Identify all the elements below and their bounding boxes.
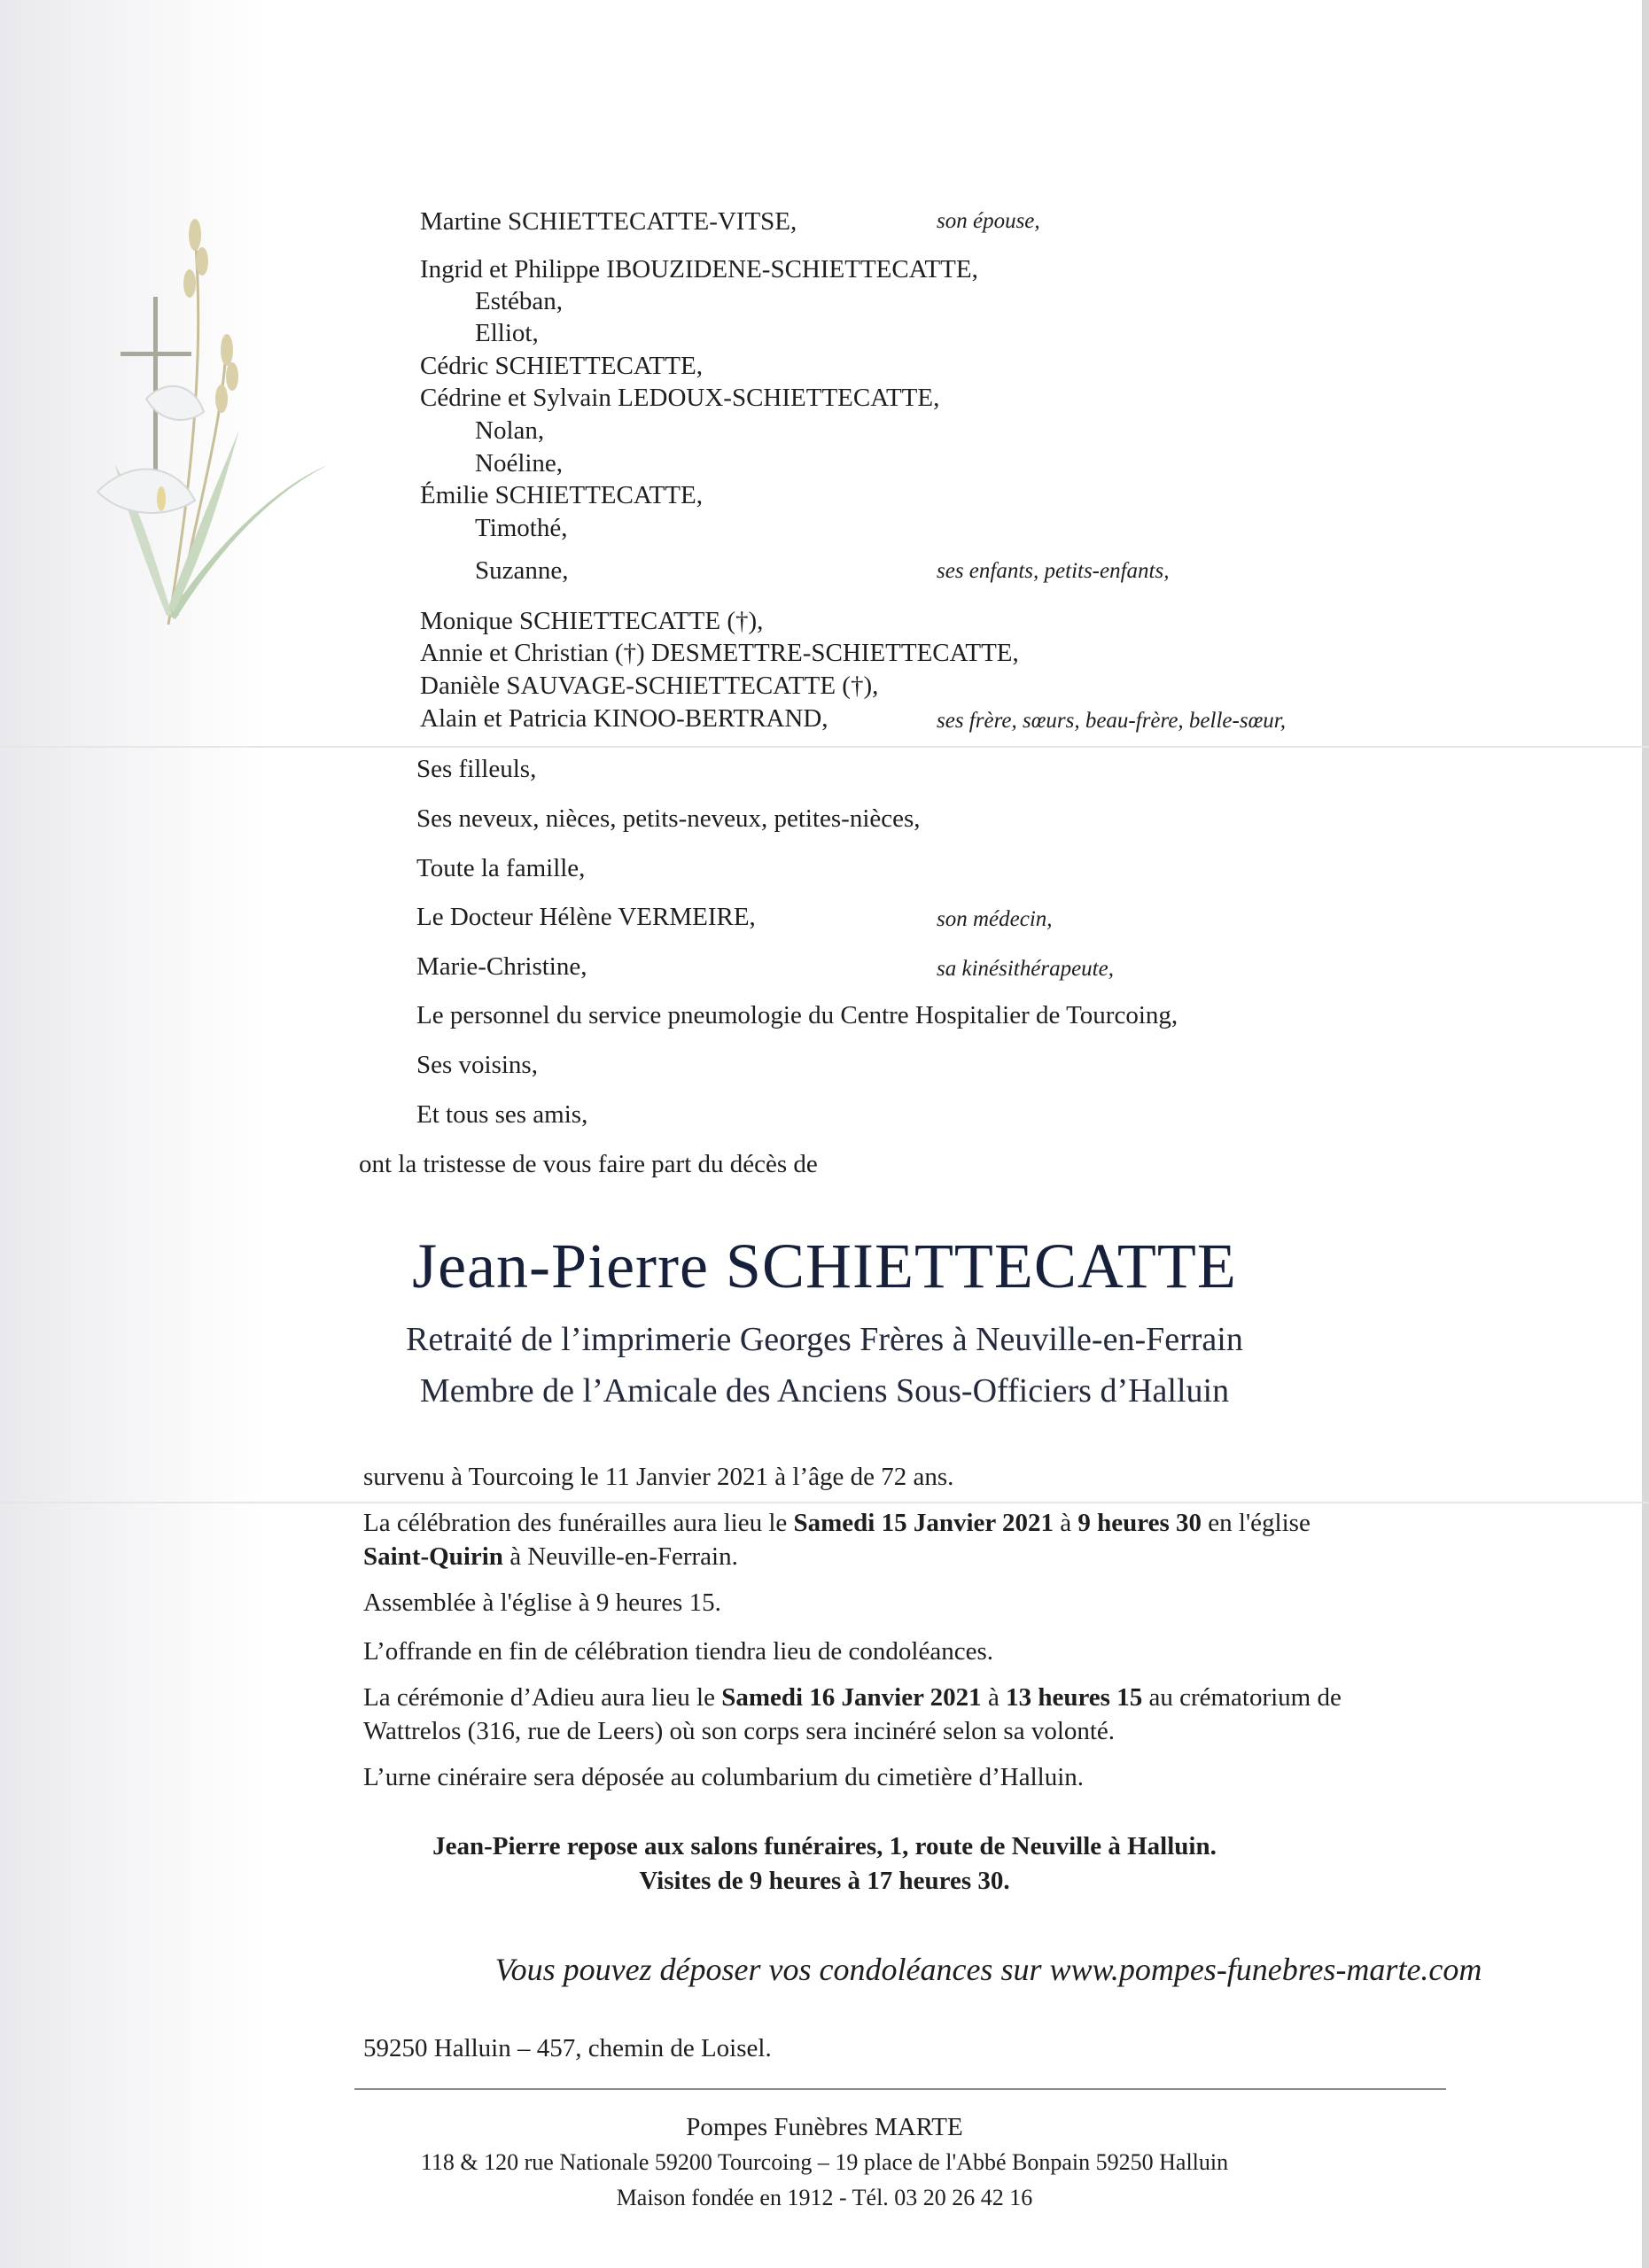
family-line: Le Docteur Hélène VERMEIRE,: [416, 903, 756, 931]
ceremony-text: à: [1054, 1509, 1078, 1537]
ceremony-paragraph: [363, 1506, 1462, 1573]
farewell-paragraph: [363, 1681, 1462, 1748]
farewell-text: à: [981, 1683, 1007, 1712]
visits-line: Visites de 9 heures à 17 heures 30.: [639, 1867, 1010, 1895]
company-name: Pompes Funèbres MARTE: [686, 2113, 963, 2141]
farewell-text: Wattrelos (316, rue de Leers) où son corps sera incinéré selon sa volonté.: [363, 1717, 1116, 1745]
family-role: ses frère, sœurs, beau-frère, belle-sœur,: [937, 709, 1286, 733]
deceased-subtitle: Retraité de l’imprimerie Georges Frères à Neuville-en-Ferrain: [406, 1321, 1243, 1358]
deceased-subtitle: Membre de l’Amicale des Anciens Sous-Officiers d’Halluin: [419, 1372, 1230, 1410]
divider: [354, 2088, 1446, 2090]
family-line: Cédrine et Sylvain LEDOUX-SCHIETTECATTE,: [420, 384, 940, 412]
family-line: Marie-Christine,: [416, 952, 587, 981]
family-role: ses enfants, petits-enfants,: [937, 559, 1170, 583]
family-line: Ses voisins,: [416, 1051, 538, 1079]
family-line: Le personnel du service pneumologie du Centre Hospitalier de Tourcoing,: [416, 1001, 1178, 1029]
family-line: Annie et Christian (†) DESMETTRE-SCHIETTECATTE,: [420, 639, 1019, 667]
fold-line: [0, 1502, 1649, 1503]
family-role: son épouse,: [937, 209, 1040, 233]
ceremony-text: La célébration des funérailles aura lieu le: [363, 1509, 794, 1537]
family-line: Elliot,: [475, 319, 539, 347]
farewell-date: Samedi 16 Janvier 2021: [721, 1683, 982, 1712]
death-line: survenu à Tourcoing le 11 Janvier 2021 à l’âge de 72 ans.: [363, 1463, 954, 1491]
family-line: Noéline,: [475, 449, 564, 478]
family-role: son médecin,: [937, 907, 1053, 931]
condolences-note: [0, 1951, 1649, 1988]
family-line: Monique SCHIETTECATTE (†),: [420, 607, 764, 635]
urn-line: L’urne cinéraire sera déposée au columbarium du cimetière d’Halluin.: [363, 1763, 1085, 1791]
offering-line: L’offrande en fin de célébration tiendra lieu de condoléances.: [363, 1637, 993, 1666]
family-line: Ingrid et Philippe IBOUZIDENE-SCHIETTECATTE,: [420, 255, 978, 284]
family-line: Ses neveux, nièces, petits-neveux, petites-nièces,: [416, 804, 921, 833]
family-line: Timothé,: [475, 514, 568, 542]
family-line: Suzanne,: [475, 556, 569, 585]
family-line: Et tous ses amis,: [416, 1100, 588, 1129]
address-line: 59250 Halluin – 457, chemin de Loisel.: [363, 2034, 772, 2062]
condolences-text: Vous pouvez déposer vos condoléances sur www.pompes-funebres-marte.com: [494, 1952, 1482, 1987]
family-line: Estéban,: [475, 287, 564, 315]
ceremony-text: en l'église: [1202, 1509, 1311, 1537]
fold-line: [0, 746, 1649, 748]
intro-text: ont la tristesse de vous faire part du décès de: [359, 1150, 818, 1178]
company-founded: Maison fondée en 1912 - Tél. 03 20 26 42 16: [616, 2185, 1033, 2210]
cross-and-lily-illustration: [62, 199, 337, 642]
farewell-time: 13 heures 15: [1006, 1683, 1143, 1712]
farewell-text: au crématorium de: [1142, 1683, 1342, 1712]
assembly-line: Assemblée à l'église à 9 heures 15.: [363, 1588, 721, 1617]
family-line: Émilie SCHIETTECATTE,: [420, 481, 703, 509]
deceased-name: Jean-Pierre SCHIETTECATTE: [412, 1231, 1237, 1301]
company-addresses: 118 & 120 rue Nationale 59200 Tourcoing – 19 place de l'Abbé Bonpain 59250 Halluin: [420, 2149, 1229, 2175]
ceremony-text: à Neuville-en-Ferrain.: [502, 1542, 738, 1571]
family-role: sa kinésithérapeute,: [937, 957, 1114, 981]
ceremony-time: 9 heures 30: [1077, 1509, 1202, 1537]
church-name: Saint-Quirin: [363, 1542, 503, 1571]
farewell-text: La cérémonie d’Adieu aura lieu le: [363, 1683, 722, 1712]
family-line: Toute la famille,: [416, 854, 586, 882]
family-line: Ses filleuls,: [416, 755, 537, 783]
family-line: Danièle SAUVAGE-SCHIETTECATTE (†),: [420, 672, 879, 700]
family-line: Cédric SCHIETTECATTE,: [420, 352, 703, 380]
family-line: Alain et Patricia KINOO-BERTRAND,: [420, 704, 828, 733]
repose-line: Jean-Pierre repose aux salons funéraires, 1, route de Neuville à Halluin.: [432, 1832, 1217, 1860]
family-line: Martine SCHIETTECATTE-VITSE,: [420, 207, 797, 236]
family-line: Nolan,: [475, 416, 545, 445]
scan-edge: [1642, 0, 1649, 2268]
ceremony-date: Samedi 15 Janvier 2021: [793, 1509, 1054, 1537]
